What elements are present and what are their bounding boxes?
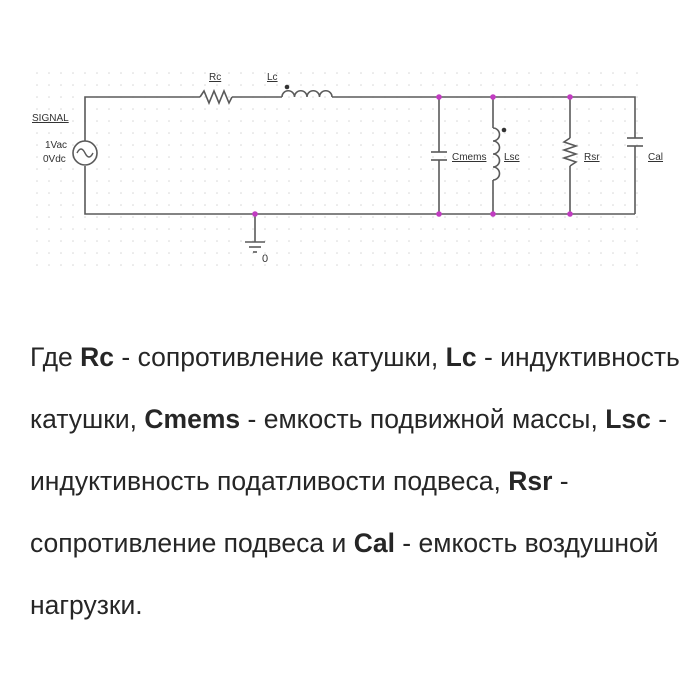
caption-term-rsr: Rsr — [508, 466, 553, 496]
caption-term-cmems: Cmems — [144, 404, 241, 434]
caption-text-7: - емкость воздушной нагрузки. — [30, 528, 659, 620]
caption-text-2: - сопротивление катушки, — [114, 342, 446, 372]
cal-label: Cal — [648, 152, 664, 163]
node-bottom-1 — [436, 211, 442, 217]
caption-text-1: Где — [30, 342, 81, 372]
source-ac-label: 1Vac — [45, 140, 68, 151]
caption-text-6: - сопротивление подвеса и — [30, 466, 569, 558]
source-dc-label: 0Vdc — [43, 154, 66, 165]
node-top-2 — [490, 94, 496, 100]
lc-label: Lc — [267, 72, 278, 83]
caption-text-4: - емкость подвижной массы, — [240, 404, 606, 434]
caption-term-lsc: Lsc — [605, 404, 651, 434]
node-bottom-3 — [567, 211, 573, 217]
ground-label: 0 — [262, 253, 269, 265]
node-ground — [252, 211, 258, 217]
rc-label: Rc — [209, 72, 222, 83]
node-top-3 — [567, 94, 573, 100]
caption-term-rc: Rc — [80, 342, 115, 372]
caption-term-cal: Cal — [353, 528, 395, 558]
node-top-1 — [436, 94, 442, 100]
description-text — [30, 326, 680, 636]
node-bottom-2 — [490, 211, 496, 217]
lc-polarity-dot — [285, 85, 290, 90]
voltage-source — [73, 141, 97, 165]
rsr-label: Rsr — [584, 152, 600, 163]
cmems-label: Cmems — [452, 152, 487, 163]
caption-text-3: - индуктивность катушки, — [30, 342, 680, 434]
caption-term-lc: Lc — [445, 342, 477, 372]
source-name-label: SIGNAL — [32, 113, 69, 124]
lsc-polarity-dot — [502, 128, 507, 133]
lsc-label: Lsc — [504, 152, 520, 163]
caption-text-5: - индуктивность податливости подвеса, — [30, 404, 668, 496]
grid-background — [28, 66, 648, 266]
circuit-schematic — [0, 0, 700, 300]
